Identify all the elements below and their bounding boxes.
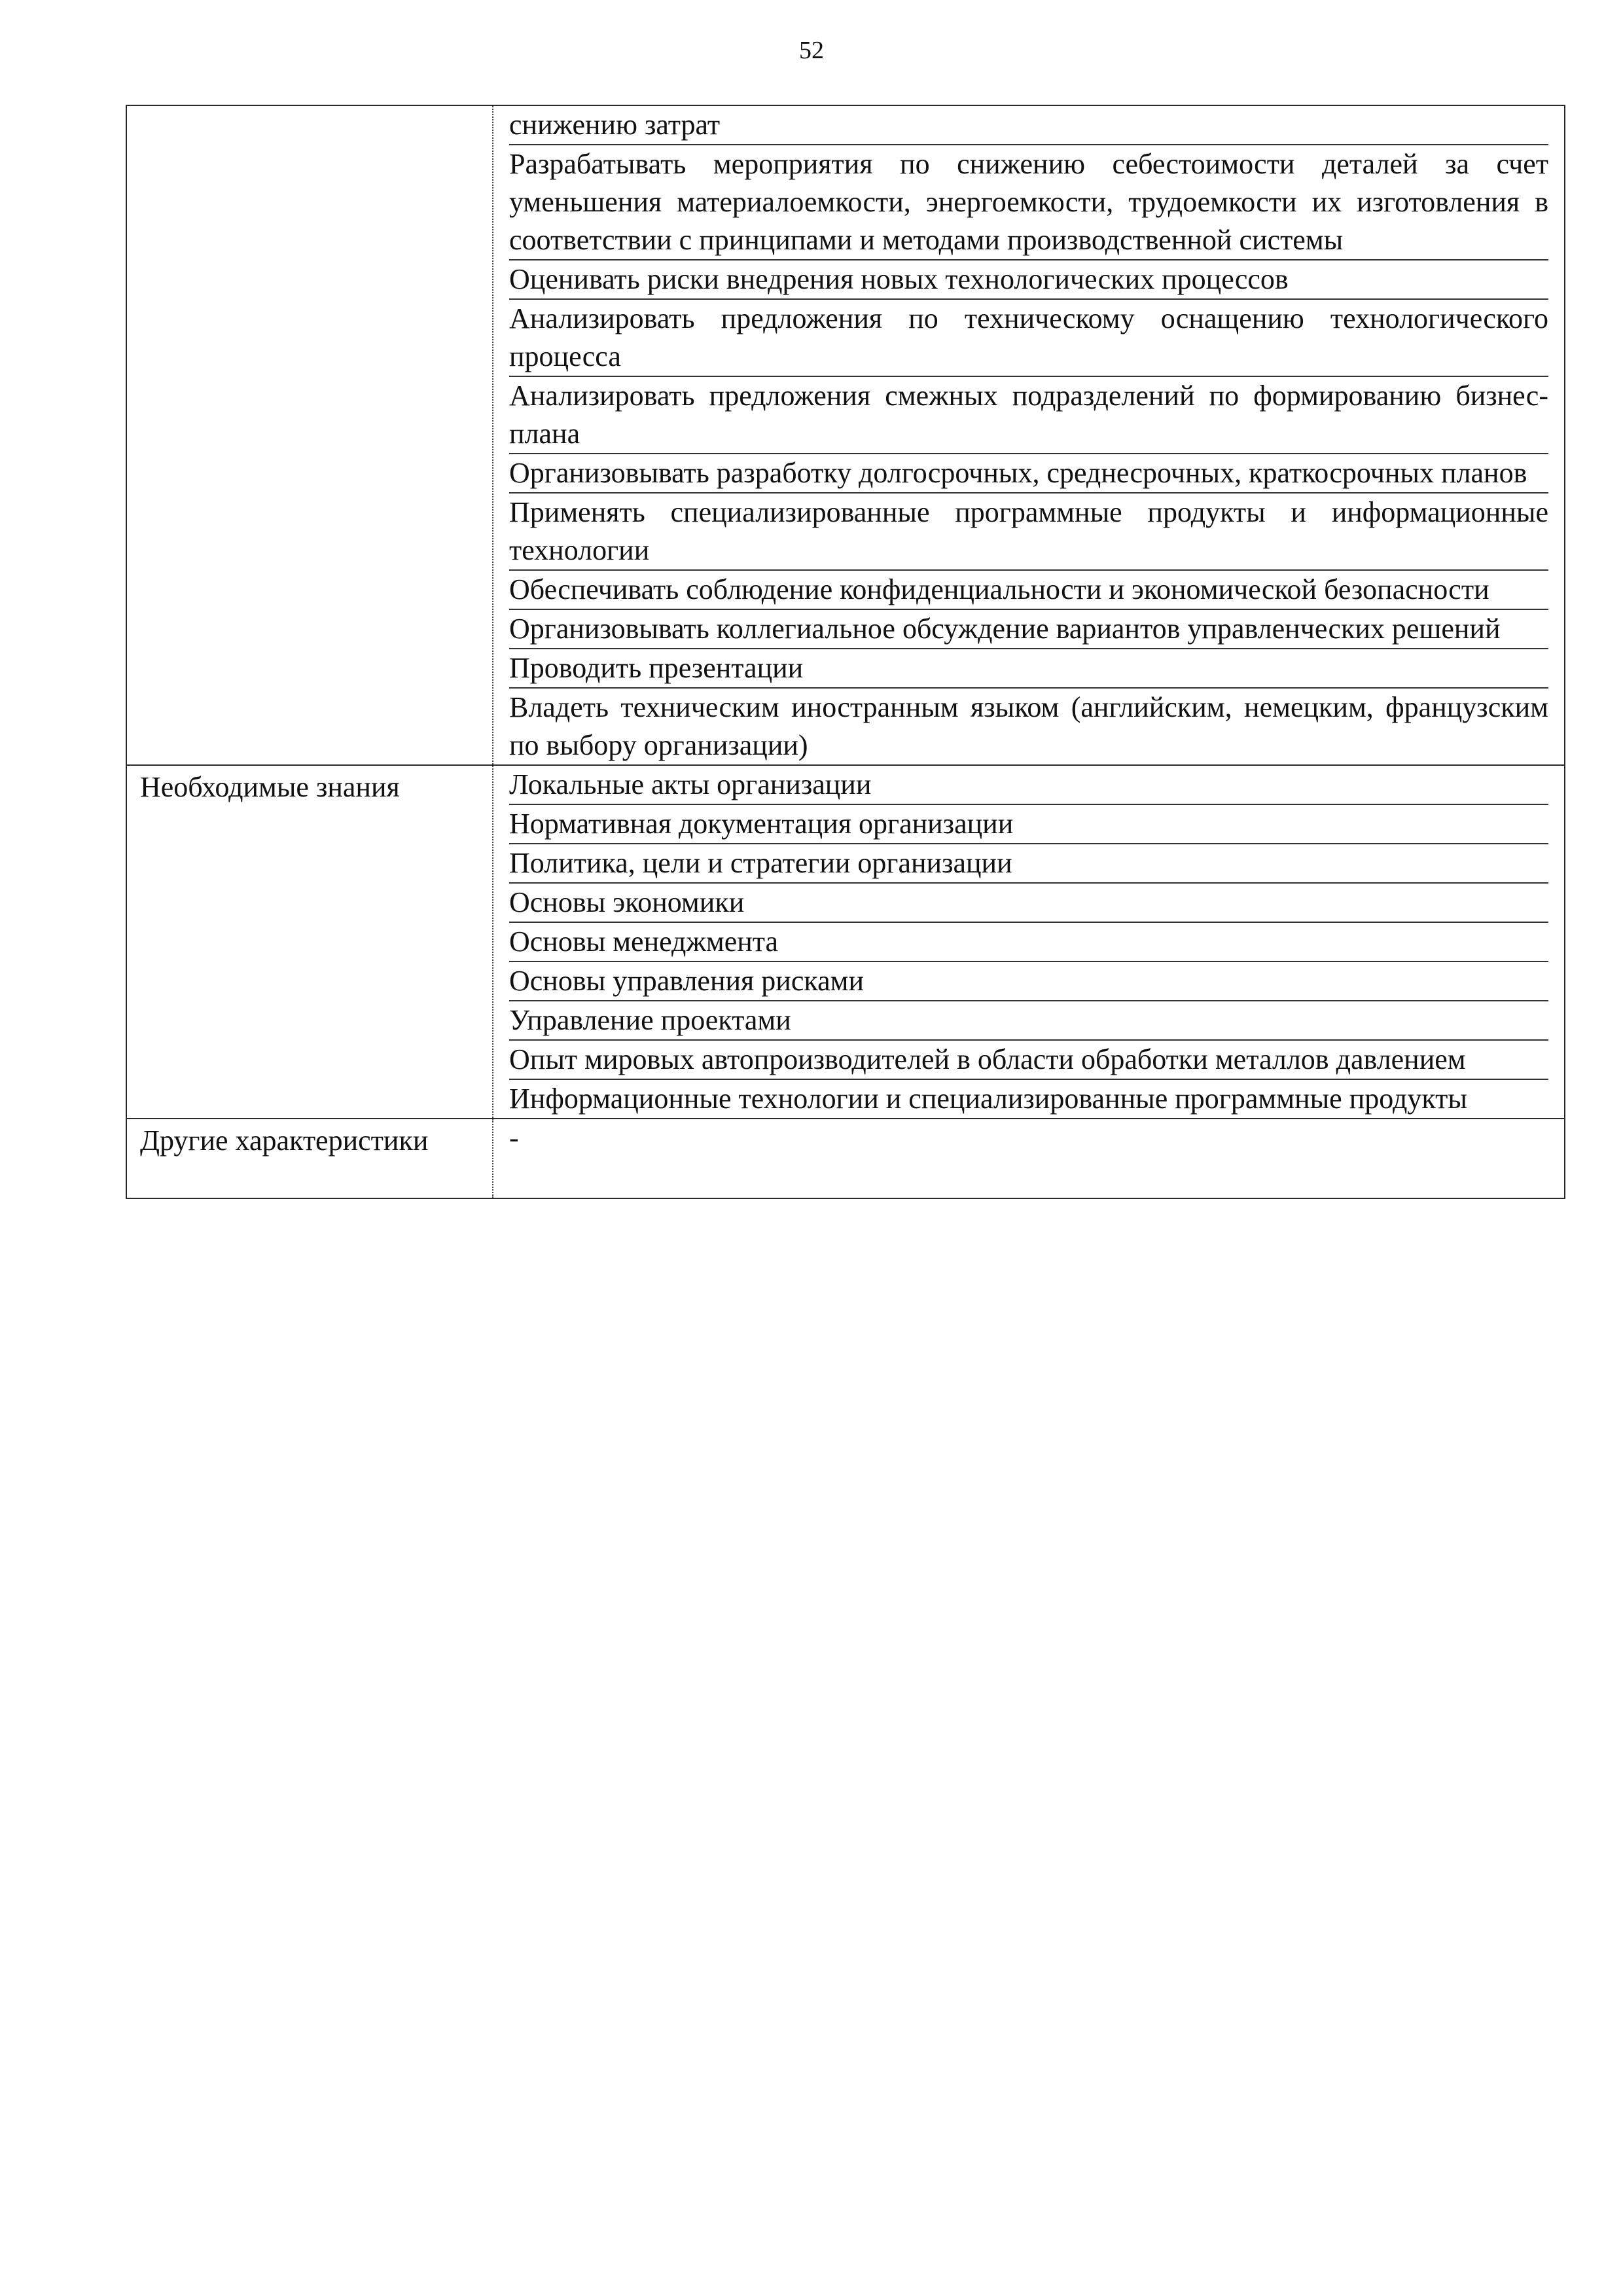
list-item: Организовывать разработку долгосрочных, среднесрочных, краткосрочных планов (509, 454, 1548, 493)
list-item: Применять специализированные программные продукты и информационные технологии (509, 493, 1548, 571)
list-item: Анализировать предложения смежных подразделений по формированию бизнес-плана (509, 377, 1548, 454)
list-item: Организовывать коллегиальное обсуждение вариантов управленческих решений (509, 610, 1548, 649)
section-items (493, 1119, 1564, 1198)
section-items (493, 106, 1564, 764)
list-item: Управление проектами (509, 1001, 1548, 1041)
section-label: Необходимые знания (127, 766, 493, 1118)
page-number: 52 (799, 37, 824, 64)
list-item: - (509, 1122, 519, 1154)
list-item: Основы управления рисками (509, 962, 1548, 1001)
list-item: Политика, цели и стратегии организации (509, 844, 1548, 884)
list-item: Локальные акты организации (509, 766, 1548, 805)
section-required-knowledge (127, 766, 1564, 1119)
list-item: Информационные технологии и специализированные программные продукты (509, 1083, 1467, 1115)
section-label: Другие характеристики (127, 1119, 493, 1198)
list-item: Анализировать предложения по техническому оснащению технологического процесса (509, 300, 1548, 377)
section-skills-continued (127, 106, 1564, 766)
list-item: Основы менеджмента (509, 923, 1548, 962)
section-label (127, 106, 493, 764)
qualification-table (126, 105, 1565, 1199)
list-item: снижению затрат (509, 106, 1548, 145)
section-other-characteristics (127, 1119, 1564, 1198)
section-items (493, 766, 1564, 1118)
list-item: Разрабатывать мероприятия по снижению себестоимости деталей за счет уменьшения материалоемкости, энергоемкости, трудоемкости их изготовления в соответствии с принципами и методами производственной системы (509, 145, 1548, 260)
list-item: Обеспечивать соблюдение конфиденциальности и экономической безопасности (509, 571, 1548, 610)
list-item: Опыт мировых автопроизводителей в области обработки металлов давлением (509, 1041, 1548, 1080)
list-item: Основы экономики (509, 884, 1548, 923)
list-item: Проводить презентации (509, 649, 1548, 689)
list-item: Владеть техническим иностранным языком (английским, немецким, французским по выбору организации) (509, 691, 1548, 761)
list-item: Нормативная документация организации (509, 805, 1548, 844)
list-item: Оценивать риски внедрения новых технологических процессов (509, 260, 1548, 300)
